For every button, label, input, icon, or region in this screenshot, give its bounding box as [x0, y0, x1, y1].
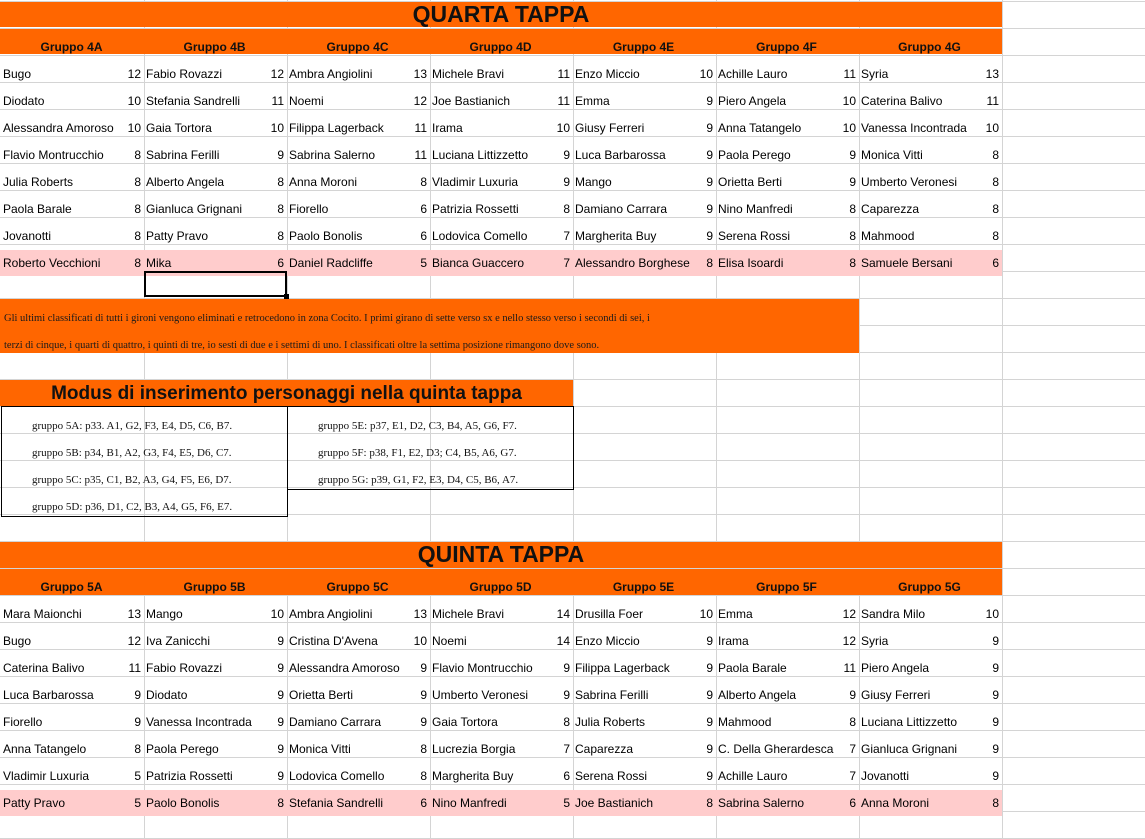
- quinta-group-header[interactable]: Gruppo 5C: [326, 580, 389, 594]
- quarta-contestant-score[interactable]: 10: [699, 67, 713, 81]
- quarta-contestant-name[interactable]: Syria: [861, 67, 889, 81]
- quarta-contestant-name[interactable]: Nino Manfredi: [718, 202, 793, 216]
- quarta-contestant-name[interactable]: Ambra Angiolini: [289, 67, 373, 81]
- quarta-contestant-score[interactable]: 9: [706, 121, 713, 135]
- quarta-contestant-score[interactable]: 8: [992, 175, 999, 189]
- quinta-contestant-name[interactable]: Emma: [718, 607, 753, 621]
- quinta-contestant-score[interactable]: 14: [556, 634, 570, 648]
- modus-left-line-2: gruppo 5B: p34, B1, A2, G3, F4, E5, D6, C7.: [32, 447, 232, 459]
- quinta-contestant-score[interactable]: 9: [706, 688, 713, 702]
- quarta-contestant-score[interactable]: 6: [420, 229, 427, 243]
- quinta-contestant-score[interactable]: 9: [706, 715, 713, 729]
- quarta-contestant-score[interactable]: 11: [843, 67, 856, 81]
- modus-left-line-3: gruppo 5C: p35, C1, B2, A3, G4, F5, E6, D7.: [32, 474, 232, 486]
- quinta-contestant-name[interactable]: Joe Bastianich: [575, 796, 654, 810]
- quinta-contestant-name[interactable]: Luciana Littizzetto: [861, 715, 958, 729]
- quinta-contestant-score[interactable]: 7: [563, 742, 570, 756]
- quarta-contestant-name[interactable]: Roberto Vecchioni: [3, 256, 101, 270]
- quarta-contestant-score[interactable]: 9: [706, 229, 713, 243]
- quarta-contestant-name[interactable]: Alessandro Borghese: [575, 256, 690, 270]
- quinta-contestant-score[interactable]: 14: [556, 607, 570, 621]
- quarta-contestant-score[interactable]: 10: [842, 121, 856, 135]
- quinta-contestant-name[interactable]: Gaia Tortora: [432, 715, 498, 729]
- quinta-contestant-score[interactable]: 5: [563, 796, 570, 810]
- quinta-contestant-score[interactable]: 11: [843, 661, 856, 675]
- quarta-contestant-score[interactable]: 10: [556, 121, 570, 135]
- quinta-contestant-name[interactable]: Filippa Lagerback: [575, 661, 670, 675]
- quinta-contestant-score[interactable]: 12: [127, 634, 141, 648]
- quarta-group-header[interactable]: Gruppo 4G: [898, 40, 961, 54]
- quinta-contestant-score[interactable]: 5: [134, 769, 141, 783]
- quinta-contestant-score[interactable]: 9: [277, 688, 284, 702]
- quinta-group-header[interactable]: Gruppo 5G: [898, 580, 961, 594]
- quinta-contestant-score[interactable]: 9: [134, 715, 141, 729]
- quinta-contestant-name[interactable]: Sabrina Salerno: [718, 796, 805, 810]
- quinta-contestant-name[interactable]: Fabio Rovazzi: [146, 661, 223, 675]
- quarta-contestant-name[interactable]: Flavio Montrucchio: [3, 148, 104, 162]
- quinta-contestant-name[interactable]: Vanessa Incontrada: [146, 715, 252, 729]
- quinta-contestant-name[interactable]: Syria: [861, 634, 889, 648]
- quinta-contestant-score[interactable]: 5: [134, 796, 141, 810]
- quarta-contestant-score[interactable]: 10: [270, 121, 284, 135]
- quarta-contestant-score[interactable]: 8: [849, 256, 856, 270]
- quarta-contestant-name[interactable]: Mika: [146, 256, 172, 270]
- quarta-group-header[interactable]: Gruppo 4F: [756, 40, 817, 54]
- quinta-contestant-score[interactable]: 6: [563, 769, 570, 783]
- quarta-contestant-name[interactable]: Mango: [575, 175, 612, 189]
- quarta-contestant-name[interactable]: Sabrina Salerno: [289, 148, 376, 162]
- quinta-contestant-name[interactable]: Drusilla Foer: [575, 607, 644, 621]
- quinta-contestant-score[interactable]: 8: [563, 715, 570, 729]
- quinta-contestant-name[interactable]: Nino Manfredi: [432, 796, 507, 810]
- quinta-contestant-name[interactable]: Sabrina Ferilli: [575, 688, 649, 702]
- quinta-group-header[interactable]: Gruppo 5B: [183, 580, 246, 594]
- quarta-contestant-name[interactable]: Jovanotti: [3, 229, 52, 243]
- quarta-contestant-name[interactable]: Luciana Littizzetto: [432, 148, 529, 162]
- quarta-contestant-score[interactable]: 6: [420, 202, 427, 216]
- quinta-title: QUINTA TAPPA: [417, 541, 585, 567]
- quinta-contestant-score[interactable]: 9: [992, 769, 999, 783]
- quarta-contestant-score[interactable]: 7: [563, 256, 570, 270]
- modus-right-line-1: gruppo 5E: p37, E1, D2, C3, B4, A5, G6, F7.: [318, 420, 517, 432]
- quinta-contestant-score[interactable]: 9: [849, 688, 856, 702]
- quinta-contestant-name[interactable]: Damiano Carrara: [289, 715, 382, 729]
- quarta-contestant-name[interactable]: Alessandra Amoroso: [3, 121, 114, 135]
- quarta-contestant-score[interactable]: 8: [849, 202, 856, 216]
- modus-left-line-4: gruppo 5D: p36, D1, C2, B3, A4, G5, F6, E7.: [32, 501, 233, 513]
- quarta-contestant-name[interactable]: Diodato: [3, 94, 45, 108]
- quinta-contestant-score[interactable]: 9: [706, 634, 713, 648]
- quinta-contestant-name[interactable]: Alessandra Amoroso: [289, 661, 400, 675]
- quarta-contestant-name[interactable]: Umberto Veronesi: [861, 175, 958, 189]
- quinta-contestant-score[interactable]: 8: [420, 742, 427, 756]
- quinta-contestant-name[interactable]: Fiorello: [3, 715, 43, 729]
- quarta-contestant-score[interactable]: 8: [134, 229, 141, 243]
- quarta-contestant-score[interactable]: 9: [849, 148, 856, 162]
- quarta-contestant-score[interactable]: 10: [985, 121, 999, 135]
- modus-right-line-3: gruppo 5G: p39, G1, F2, E3, D4, C5, B6, A7.: [318, 474, 519, 486]
- quinta-contestant-score[interactable]: 13: [413, 607, 427, 621]
- quinta-contestant-score[interactable]: 9: [992, 715, 999, 729]
- quarta-contestant-name[interactable]: Bianca Guaccero: [432, 256, 525, 270]
- quinta-contestant-score[interactable]: 9: [277, 715, 284, 729]
- quinta-contestant-score[interactable]: 9: [992, 661, 999, 675]
- quinta-contestant-score[interactable]: 9: [277, 769, 284, 783]
- quinta-contestant-name[interactable]: Ambra Angiolini: [289, 607, 373, 621]
- quinta-contestant-name[interactable]: Paola Perego: [146, 742, 219, 756]
- quinta-contestant-name[interactable]: Lucrezia Borgia: [432, 742, 516, 756]
- quarta-contestant-name[interactable]: Luca Barbarossa: [575, 148, 666, 162]
- quarta-group-header[interactable]: Gruppo 4E: [612, 40, 675, 54]
- quarta-contestant-score[interactable]: 12: [413, 94, 427, 108]
- modus-title: Modus di inserimento personaggi nella quinta tappa: [51, 383, 522, 404]
- quarta-contestant-name[interactable]: Giusy Ferreri: [575, 121, 645, 135]
- quarta-contestant-name[interactable]: Irama: [432, 121, 463, 135]
- quinta-contestant-name[interactable]: Patty Pravo: [3, 796, 66, 810]
- quinta-contestant-name[interactable]: Sandra Milo: [861, 607, 926, 621]
- quarta-contestant-score[interactable]: 9: [706, 175, 713, 189]
- quarta-group-header[interactable]: Gruppo 4D: [469, 40, 532, 54]
- quarta-contestant-name[interactable]: Paolo Bonolis: [289, 229, 363, 243]
- quinta-contestant-name[interactable]: C. Della Gherardesca: [718, 742, 834, 756]
- quinta-contestant-score[interactable]: 9: [706, 742, 713, 756]
- quinta-contestant-name[interactable]: Luca Barbarossa: [3, 688, 94, 702]
- quarta-contestant-score[interactable]: 11: [986, 94, 999, 108]
- quarta-contestant-score[interactable]: 6: [992, 256, 999, 270]
- quarta-contestant-score[interactable]: 8: [992, 148, 999, 162]
- quarta-contestant-name[interactable]: Emma: [575, 94, 610, 108]
- quarta-contestant-score[interactable]: 5: [420, 256, 427, 270]
- quinta-contestant-name[interactable]: Monica Vitti: [289, 742, 351, 756]
- quarta-contestant-score[interactable]: 8: [992, 202, 999, 216]
- quarta-contestant-name[interactable]: Elisa Isoardi: [718, 256, 784, 270]
- quarta-contestant-score[interactable]: 9: [849, 175, 856, 189]
- quarta-contestant-name[interactable]: Damiano Carrara: [575, 202, 668, 216]
- quarta-contestant-score[interactable]: 10: [127, 121, 141, 135]
- quinta-contestant-name[interactable]: Gianluca Grignani: [861, 742, 958, 756]
- quarta-group-header[interactable]: Gruppo 4C: [326, 40, 389, 54]
- quinta-contestant-score[interactable]: 10: [985, 607, 999, 621]
- quinta-contestant-name[interactable]: Julia Roberts: [575, 715, 646, 729]
- quinta-contestant-score[interactable]: 9: [706, 661, 713, 675]
- quinta-contestant-name[interactable]: Mahmood: [718, 715, 772, 729]
- quinta-contestant-score[interactable]: 9: [420, 715, 427, 729]
- quarta-contestant-name[interactable]: Joe Bastianich: [432, 94, 511, 108]
- quinta-contestant-score[interactable]: 8: [706, 796, 713, 810]
- quinta-contestant-name[interactable]: Patrizia Rossetti: [146, 769, 233, 783]
- quinta-contestant-score[interactable]: 9: [277, 661, 284, 675]
- quarta-contestant-score[interactable]: 8: [277, 229, 284, 243]
- quarta-contestant-name[interactable]: Monica Vitti: [861, 148, 923, 162]
- quinta-contestant-name[interactable]: Anna Tatangelo: [3, 742, 87, 756]
- quarta-contestant-score[interactable]: 8: [706, 256, 713, 270]
- quarta-contestant-name[interactable]: Piero Angela: [718, 94, 787, 108]
- quinta-contestant-name[interactable]: Stefania Sandrelli: [289, 796, 384, 810]
- quinta-contestant-name[interactable]: Paola Barale: [718, 661, 787, 675]
- quinta-contestant-score[interactable]: 8: [420, 769, 427, 783]
- quarta-contestant-score[interactable]: 13: [985, 67, 999, 81]
- quinta-contestant-score[interactable]: 9: [277, 742, 284, 756]
- quinta-contestant-name[interactable]: Alberto Angela: [718, 688, 797, 702]
- quinta-contestant-score[interactable]: 9: [563, 688, 570, 702]
- quarta-contestant-score[interactable]: 9: [706, 148, 713, 162]
- quarta-contestant-score[interactable]: 9: [563, 175, 570, 189]
- quinta-contestant-name[interactable]: Iva Zanicchi: [146, 634, 211, 648]
- quinta-contestant-score[interactable]: 6: [420, 796, 427, 810]
- quinta-group-header[interactable]: Gruppo 5A: [40, 580, 103, 594]
- quarta-contestant-score[interactable]: 11: [271, 94, 284, 108]
- quarta-contestant-name[interactable]: Alberto Angela: [146, 175, 225, 189]
- quinta-contestant-score[interactable]: 10: [699, 607, 713, 621]
- quinta-contestant-name[interactable]: Umberto Veronesi: [432, 688, 529, 702]
- quarta-contestant-score[interactable]: 11: [414, 121, 427, 135]
- quarta-contestant-score[interactable]: 8: [134, 202, 141, 216]
- quinta-contestant-score[interactable]: 9: [563, 661, 570, 675]
- quarta-contestant-name[interactable]: Mahmood: [861, 229, 915, 243]
- quinta-contestant-score[interactable]: 9: [134, 688, 141, 702]
- quarta-contestant-name[interactable]: Caterina Balivo: [861, 94, 943, 108]
- quarta-contestant-name[interactable]: Orietta Berti: [718, 175, 783, 189]
- quarta-contestant-name[interactable]: Gianluca Grignani: [146, 202, 243, 216]
- quarta-contestant-score[interactable]: 9: [706, 94, 713, 108]
- quarta-contestant-score[interactable]: 6: [277, 256, 284, 270]
- quarta-contestant-name[interactable]: Fiorello: [289, 202, 329, 216]
- quinta-contestant-score[interactable]: 9: [992, 742, 999, 756]
- quinta-contestant-score[interactable]: 6: [849, 796, 856, 810]
- quarta-contestant-score[interactable]: 8: [134, 256, 141, 270]
- quinta-contestant-score[interactable]: 12: [842, 607, 856, 621]
- quinta-contestant-score[interactable]: 9: [706, 769, 713, 783]
- quinta-contestant-score[interactable]: 9: [420, 661, 427, 675]
- note-line-2: terzi di cinque, i quarti di quattro, i quinti di tre, io sesti di due e i settimi di uno. I classificati oltre la settima posizione rimangono dove sono.: [4, 340, 600, 351]
- quarta-contestant-name[interactable]: Patrizia Rossetti: [432, 202, 519, 216]
- quarta-contestant-name[interactable]: Stefania Sandrelli: [146, 94, 241, 108]
- quarta-contestant-score[interactable]: 8: [277, 202, 284, 216]
- quarta-contestant-name[interactable]: Caparezza: [861, 202, 920, 216]
- quinta-contestant-score[interactable]: 7: [849, 769, 856, 783]
- quinta-contestant-name[interactable]: Mango: [146, 607, 183, 621]
- quinta-contestant-score[interactable]: 8: [849, 715, 856, 729]
- quinta-contestant-name[interactable]: Caparezza: [575, 742, 634, 756]
- grid-column-line: [1002, 0, 1003, 839]
- quinta-contestant-name[interactable]: Giusy Ferreri: [861, 688, 931, 702]
- quinta-contestant-name[interactable]: Michele Bravi: [432, 607, 505, 621]
- quarta-group-header[interactable]: Gruppo 4A: [40, 40, 103, 54]
- quinta-contestant-name[interactable]: Caterina Balivo: [3, 661, 85, 675]
- quinta-contestant-name[interactable]: Piero Angela: [861, 661, 930, 675]
- note-line-1: Gli ultimi classificati di tutti i gironi vengono eliminati e retrocedono in zona Cocito. I primi girano di sette verso sx e nello stesso verso i secondi di sei, i: [4, 313, 650, 324]
- quarta-contestant-name[interactable]: Paola Perego: [718, 148, 791, 162]
- quarta-contestant-score[interactable]: 11: [557, 67, 570, 81]
- quinta-contestant-score[interactable]: 13: [127, 607, 141, 621]
- quarta-contestant-name[interactable]: Lodovica Comello: [432, 229, 528, 243]
- quinta-contestant-score[interactable]: 10: [270, 607, 284, 621]
- quarta-contestant-score[interactable]: 8: [849, 229, 856, 243]
- quinta-contestant-name[interactable]: Achille Lauro: [718, 769, 788, 783]
- quarta-contestant-score[interactable]: 10: [842, 94, 856, 108]
- quinta-contestant-score[interactable]: 8: [992, 796, 999, 810]
- quinta-contestant-name[interactable]: Irama: [718, 634, 749, 648]
- quarta-contestant-name[interactable]: Anna Tatangelo: [718, 121, 802, 135]
- quarta-contestant-score[interactable]: 7: [563, 229, 570, 243]
- quarta-contestant-name[interactable]: Filippa Lagerback: [289, 121, 384, 135]
- quarta-contestant-name[interactable]: Gaia Tortora: [146, 121, 212, 135]
- quarta-contestant-name[interactable]: Vladimir Luxuria: [432, 175, 519, 189]
- quarta-contestant-name[interactable]: Noemi: [289, 94, 324, 108]
- quarta-contestant-name[interactable]: Serena Rossi: [718, 229, 791, 243]
- quinta-contestant-name[interactable]: Mara Maionchi: [3, 607, 82, 621]
- quarta-contestant-score[interactable]: 9: [277, 148, 284, 162]
- quinta-contestant-name[interactable]: Noemi: [432, 634, 467, 648]
- quinta-contestant-name[interactable]: Diodato: [146, 688, 188, 702]
- quinta-contestant-name[interactable]: Cristina D'Avena: [289, 634, 378, 648]
- quarta-contestant-score[interactable]: 11: [414, 148, 427, 162]
- quarta-contestant-score[interactable]: 12: [127, 67, 141, 81]
- quinta-contestant-score[interactable]: 7: [849, 742, 856, 756]
- quinta-contestant-score[interactable]: 9: [992, 688, 999, 702]
- quarta-contestant-name[interactable]: Samuele Bersani: [861, 256, 953, 270]
- quarta-contestant-name[interactable]: Anna Moroni: [289, 175, 358, 189]
- quinta-contestant-name[interactable]: Paolo Bonolis: [146, 796, 220, 810]
- quarta-contestant-score[interactable]: 8: [992, 229, 999, 243]
- quinta-contestant-name[interactable]: Jovanotti: [861, 769, 910, 783]
- grid-column-line: [859, 0, 860, 839]
- quarta-contestant-name[interactable]: Daniel Radcliffe: [289, 256, 373, 270]
- quinta-contestant-score[interactable]: 8: [134, 742, 141, 756]
- quarta-contestant-name[interactable]: Bugo: [3, 67, 32, 81]
- quinta-group-header[interactable]: Gruppo 5F: [756, 580, 817, 594]
- quinta-contestant-name[interactable]: Enzo Miccio: [575, 634, 640, 648]
- quinta-contestant-score[interactable]: 9: [992, 634, 999, 648]
- modus-right-line-2: gruppo 5F: p38, F1, E2, D3; C4, B5, A6, G7.: [318, 447, 517, 459]
- quinta-contestant-score[interactable]: 10: [413, 634, 427, 648]
- quinta-contestant-score[interactable]: 9: [420, 688, 427, 702]
- quarta-contestant-name[interactable]: Michele Bravi: [432, 67, 505, 81]
- quinta-contestant-name[interactable]: Flavio Montrucchio: [432, 661, 533, 675]
- quarta-title: QUARTA TAPPA: [412, 1, 590, 27]
- grid-column-line: [716, 0, 717, 839]
- quarta-contestant-name[interactable]: Fabio Rovazzi: [146, 67, 223, 81]
- quinta-contestant-name[interactable]: Serena Rossi: [575, 769, 648, 783]
- quinta-group-header[interactable]: Gruppo 5D: [469, 580, 532, 594]
- quarta-contestant-score[interactable]: 8: [134, 175, 141, 189]
- quarta-contestant-score[interactable]: 8: [277, 175, 284, 189]
- quarta-contestant-score[interactable]: 8: [563, 202, 570, 216]
- quinta-contestant-name[interactable]: Vladimir Luxuria: [3, 769, 90, 783]
- quarta-contestant-score[interactable]: 12: [270, 67, 284, 81]
- quarta-contestant-score[interactable]: 11: [557, 94, 570, 108]
- quinta-contestant-score[interactable]: 11: [128, 661, 141, 675]
- quarta-contestant-name[interactable]: Sabrina Ferilli: [146, 148, 220, 162]
- quarta-contestant-name[interactable]: Patty Pravo: [146, 229, 209, 243]
- quinta-contestant-score[interactable]: 12: [842, 634, 856, 648]
- quinta-contestant-name[interactable]: Bugo: [3, 634, 32, 648]
- quarta-contestant-score[interactable]: 13: [413, 67, 427, 81]
- quarta-contestant-name[interactable]: Vanessa Incontrada: [861, 121, 967, 135]
- quarta-contestant-score[interactable]: 9: [706, 202, 713, 216]
- quinta-contestant-name[interactable]: Anna Moroni: [861, 796, 930, 810]
- quarta-contestant-score[interactable]: 8: [134, 148, 141, 162]
- quarta-contestant-score[interactable]: 9: [563, 148, 570, 162]
- quinta-group-header[interactable]: Gruppo 5E: [612, 580, 675, 594]
- quinta-contestant-name[interactable]: Orietta Berti: [289, 688, 354, 702]
- quinta-contestant-name[interactable]: Margherita Buy: [432, 769, 514, 783]
- quinta-contestant-name[interactable]: Lodovica Comello: [289, 769, 385, 783]
- quarta-contestant-score[interactable]: 8: [420, 175, 427, 189]
- modus-left-line-1: gruppo 5A: p33. A1, G2, F3, E4, D5, C6, B7.: [32, 420, 233, 432]
- quarta-group-header[interactable]: Gruppo 4B: [183, 40, 246, 54]
- quarta-contestant-name[interactable]: Enzo Miccio: [575, 67, 640, 81]
- quarta-contestant-name[interactable]: Achille Lauro: [718, 67, 788, 81]
- quarta-contestant-score[interactable]: 10: [127, 94, 141, 108]
- quarta-contestant-name[interactable]: Margherita Buy: [575, 229, 657, 243]
- quarta-contestant-name[interactable]: Paola Barale: [3, 202, 72, 216]
- quinta-contestant-score[interactable]: 9: [277, 634, 284, 648]
- quinta-contestant-score[interactable]: 8: [277, 796, 284, 810]
- quarta-contestant-name[interactable]: Julia Roberts: [3, 175, 74, 189]
